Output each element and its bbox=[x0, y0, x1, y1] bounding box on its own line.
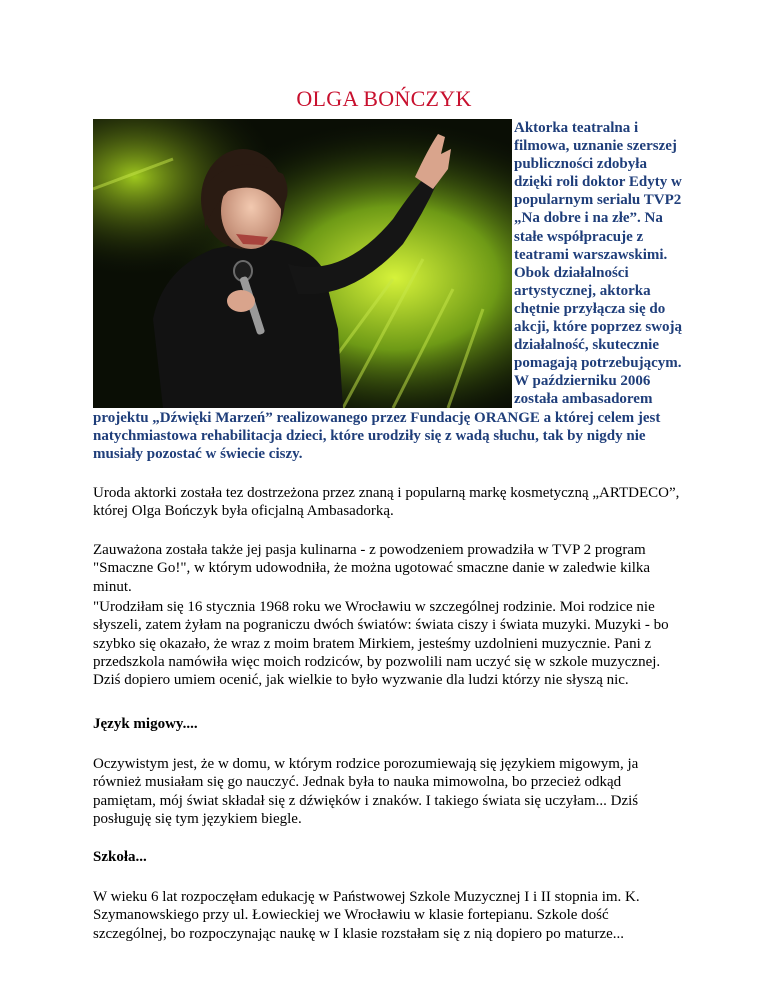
singer-photo bbox=[93, 119, 512, 408]
paragraph-sign-language: Oczywistym jest, że w domu, w którym rodzice porozumiewają się językiem migowym, ja również musiałam się go nauczyć. Jednak była to nauka mimowolna, bo przecież odkąd pamiętam, mój świat składał się z dźwięków i znaków. I takiego świata się uczyłam... Dziś posługuję się tym językiem biegle. bbox=[93, 756, 639, 827]
paragraph-biography: "Urodziłam się 16 stycznia 1968 roku we Wrocławiu w szczególnej rodzinie. Moi rodzice nie słyszeli, zatem żyłam na pograniczu dwóch światów: świata ciszy i świata muzyki. Muzyki - bo szybko się okazało, że wraz z moim bratem Mirkiem, jesteśmy uzdolnieni muzycznie. Pani z przedszkola namówiła więc moich rodziców, by pozwolili nam uczyć się w szkole muzycznej. Dziś dopiero umiem ocenić, jak wielkie to było wyzwanie dla ludzi którzy nie słyszą nic. bbox=[93, 599, 669, 689]
intro-paragraph: Aktorka teatralna i filmowa, uznanie szerszej publiczności zdobyła dzięki roli doktor Edyty w popularnym serialu TVP2 „Na dobre i na złe”. Na stałe współpracuje z teatrami warszawskimi. Obok działalności artystycznej, aktorka chętnie przyłącza się do akcji, które poprzez swoją działalność, skutecznie pomagają potrzebującym. W październiku 2006 została ambasadorem projektu „Dźwięki Marzeń” realizowanego przez Fundację ORANGE a której celem jest natychmiastowa rehabilitacja dzieci, które urodziły się z wadą słuchu, tak by nigdy nie musiały pozostać w świecie ciszy. bbox=[93, 120, 683, 462]
paragraph-school: W wieku 6 lat rozpoczęłam edukację w Państwowej Szkole Muzycznej I i II stopnia im. K. Szymanowskiego przy ul. Łowieckiej we Wrocławiu w klasie fortepianu. Szkole dość szczególnej, bo rozpoczynając naukę w I klasie rozstałam się z nią dopiero po maturze... bbox=[93, 889, 640, 942]
intro-section bbox=[93, 119, 683, 463]
page-title: OLGA BOŃCZYK bbox=[296, 86, 472, 111]
heading-sign-language: Język migowy.... bbox=[93, 716, 198, 732]
heading-school: Szkoła... bbox=[93, 849, 147, 865]
paragraph-cooking: Zauważona została także jej pasja kulinarna - z powodzeniem prowadziła w TVP 2 program "Smaczne Go!", w którym udowodniła, że można ugotować smaczne danie w zaledwie kilka minut. bbox=[93, 542, 651, 595]
paragraph-artdeco: Uroda aktorki została tez dostrzeżona przez znaną i popularną markę kosmetyczną „ARTDECO”, której Olga Bończyk była oficjalną Ambasadorką. bbox=[93, 485, 680, 520]
